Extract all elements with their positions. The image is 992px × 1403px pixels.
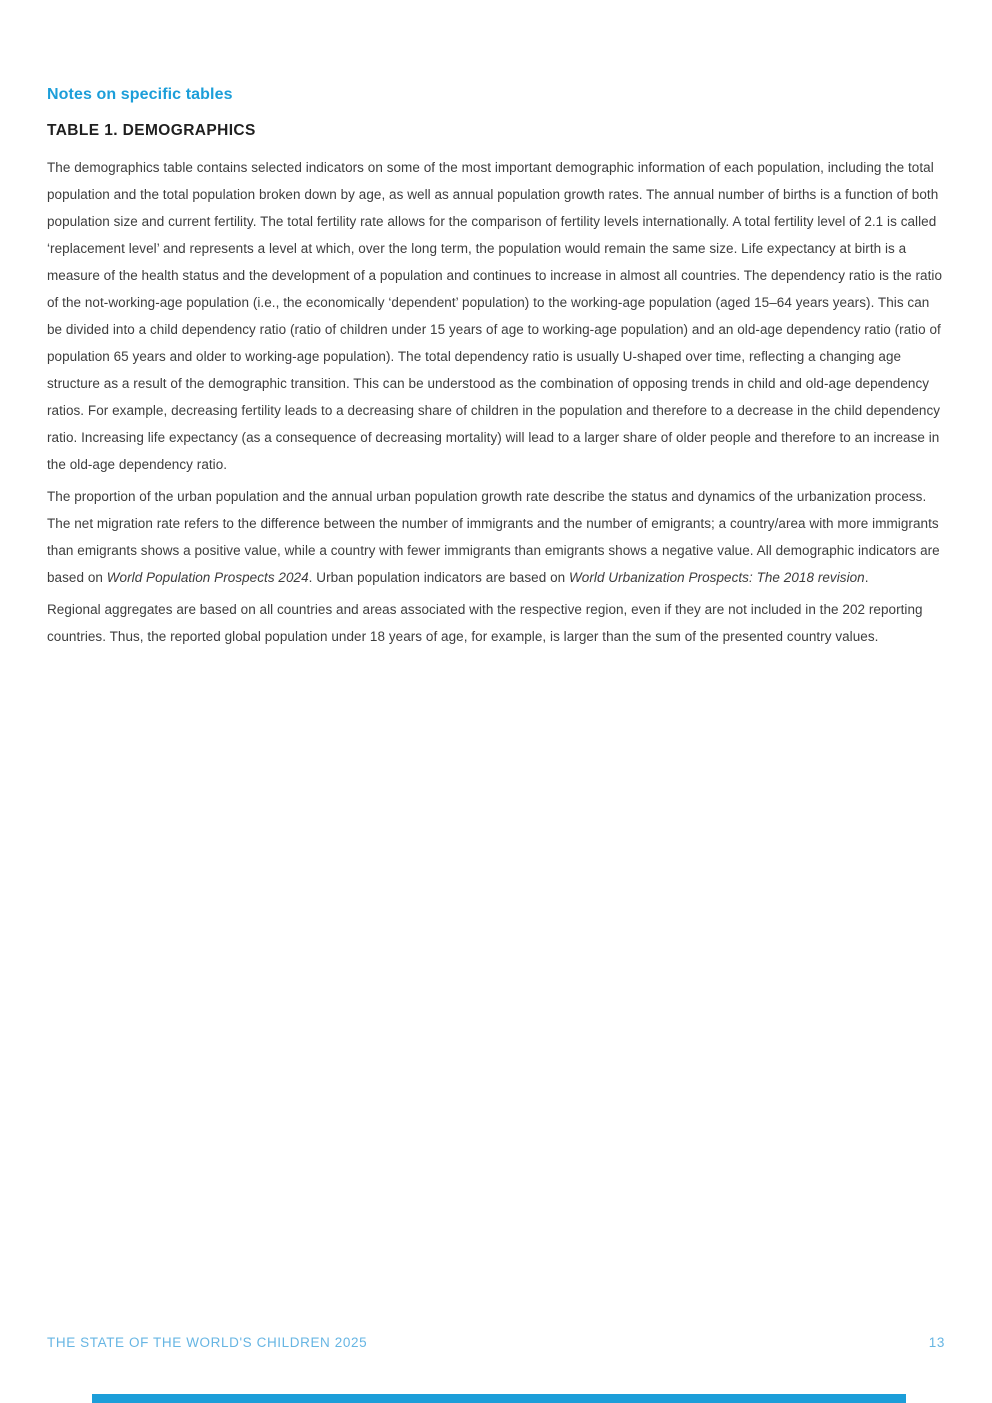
text-run: .: [864, 570, 869, 585]
bottom-accent-bar: [92, 1394, 906, 1403]
italic-text-run: World Population Prospects 2024: [106, 570, 309, 585]
page-content: [47, 0, 945, 655]
footer-report-title: THE STATE OF THE WORLD'S CHILDREN 2025: [47, 1335, 368, 1350]
notes-body-text: [47, 154, 945, 650]
section-heading: Notes on specific tables: [47, 86, 233, 103]
page-footer: [47, 1335, 945, 1350]
text-run: . Urban population indicators are based on: [308, 570, 569, 585]
body-paragraph: [47, 154, 945, 478]
text-run: The demographics table contains selected indicators on some of the most important demographic information of each population, including the total population and the total population broken down by age, as well as annual population growth rates. The annual number of births is a function of both population size and current fertility. The total fertility rate allows for the comparison of fertility levels internationally. A total fertility level of 2.1 is called ‘replacement level’ and represents a level at which, over the long term, the population would remain the same size. Life expectancy at birth is a measure of the health status and the development of a population and continues to increase in almost all countries. The dependency ratio is the ratio of the not-working-age population (i.e., the economically ‘dependent’ population) to the working-age population (aged 15–64 years years). This can be divided into a child dependency ratio (ratio of children under 15 years of age to working-age population) and an old-age dependency ratio (ratio of population 65 years and older to working-age population). The total dependency ratio is usually U-shaped over time, reflecting a changing age structure as a result of the demographic transition. This can be understood as the combination of opposing trends in child and old-age dependency ratios. For example, decreasing fertility leads to a decreasing share of children in the population and therefore to a decrease in the child dependency ratio. Increasing life expectancy (as a consequence of decreasing mortality) will lead to a larger share of older people and therefore to an increase in the old-age dependency ratio.: [47, 160, 943, 472]
body-paragraph: [47, 596, 945, 650]
text-run: Regional aggregates are based on all countries and areas associated with the respective region, even if they are not included in the 202 reporting countries. Thus, the reported global population under 18 years of age, for example, is larger than the sum of the presented country values.: [47, 602, 923, 644]
text-run: The proportion of the urban population and the annual urban population growth rate describe the status and dynamics of the urbanization process. The net migration rate refers to the difference between the number of immigrants and the number of emigrants; a country/area with more immigrants than emigrants shows a positive value, while a country with fewer immigrants than emigrants shows a negative value. All demographic indicators are based on: [47, 489, 940, 585]
footer-page-number: 13: [928, 1335, 945, 1350]
table-heading: TABLE 1. DEMOGRAPHICS: [47, 122, 256, 139]
italic-text-run: World Urbanization Prospects: The 2018 revision: [569, 570, 865, 585]
body-paragraph: [47, 483, 945, 591]
